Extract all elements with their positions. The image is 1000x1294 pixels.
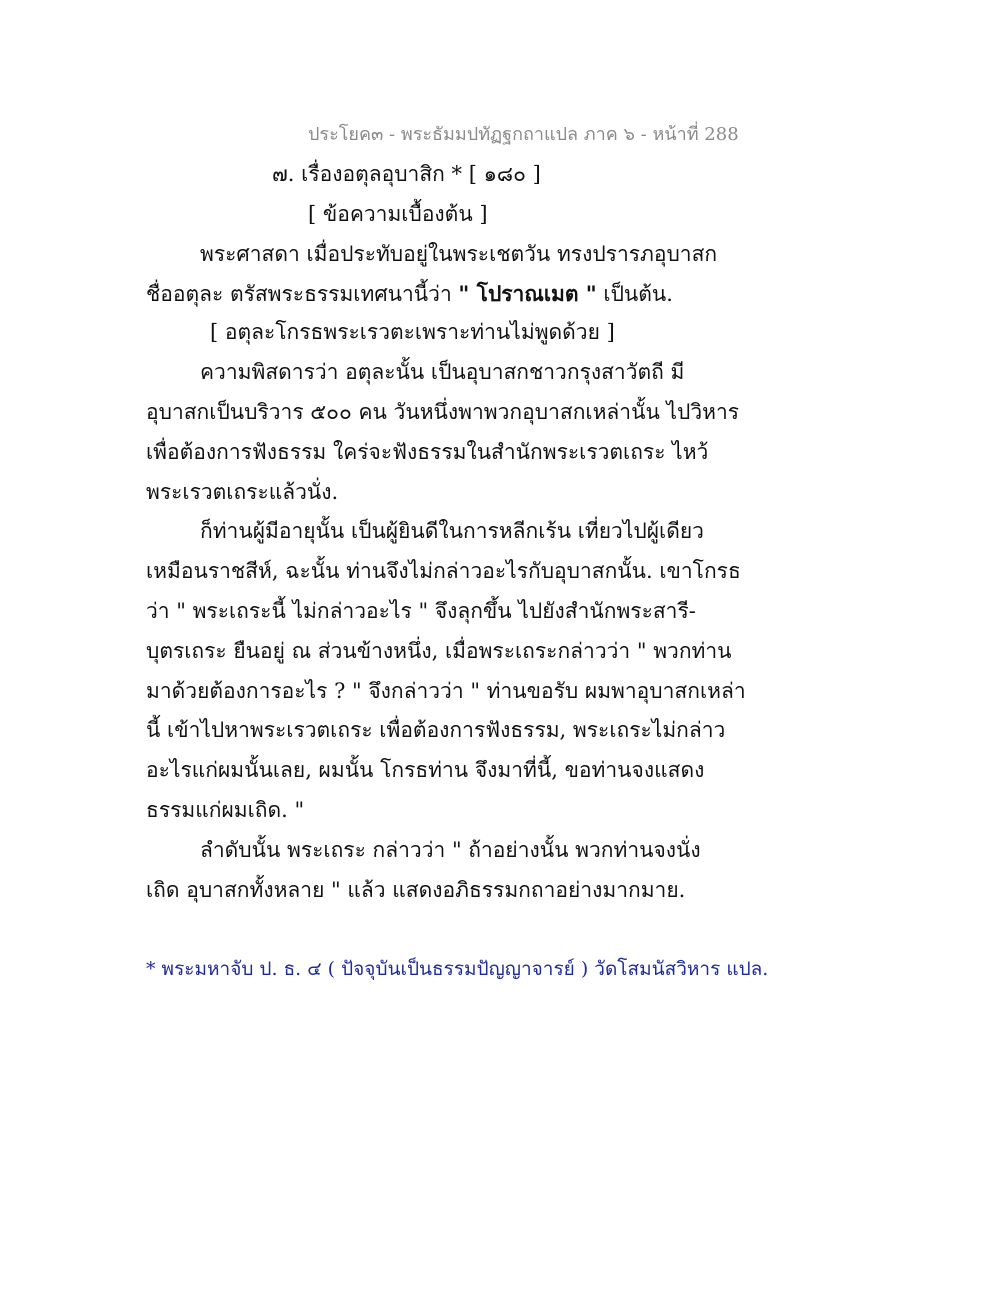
para1-line: อุบาสกเป็นบริวาร ๕๐๐ คน วันหนึ่งพาพวกอุบาสกเหล่านั้น ไปวิหาร <box>146 400 740 424</box>
intro-line-2-post: เป็นต้น. <box>596 282 673 306</box>
running-head: ประโยค๓ - พระธัมมปทัฏฐกถาแปล ภาค ๖ - หน้าที่ 288 <box>308 124 739 145</box>
para3-line: ลำดับนั้น พระเถระ กล่าวว่า " ถ้าอย่างนั้น พวกท่านจงนั่ง <box>200 838 701 862</box>
para2-line: ธรรมแก่ผมเถิด. " <box>146 798 305 822</box>
para2-line: บุตรเถระ ยืนอยู่ ณ ส่วนข้างหนึ่ง, เมื่อพระเถระกล่าวว่า " พวกท่าน <box>146 639 732 663</box>
intro-heading: [ ข้อความเบื้องต้น ] <box>308 202 488 226</box>
para2-line: อะไรแก่ผมนั้นเลย, ผมนั้น โกรธท่าน จึงมาที่นี้, ขอท่านจงแสดง <box>146 758 705 782</box>
para1-line: พระเรวตเถระแล้วนั่ง. <box>146 480 339 504</box>
intro-line-2 <box>146 280 673 308</box>
story-title: ๗. เรื่องอตุลอุบาสิก * [ ๑๘๐ ] <box>272 162 541 186</box>
para2-line: เหมือนราชสีห์, ฉะนั้น ท่านจึงไม่กล่าวอะไรกับอุบาสกนั้น. เขาโกรธ <box>146 559 741 583</box>
para1-line: เพื่อต้องการฟังธรรม ใคร่จะฟังธรรมในสำนักพระเรวตเถระ ไหว้ <box>146 440 709 464</box>
para1-line: ความพิสดารว่า อตุละนั้น เป็นอุบาสกชาวกรุงสาวัตถี มี <box>200 360 685 384</box>
para2-line: มาด้วยต้องการอะไร ? " จึงกล่าวว่า " ท่านขอรับ ผมพาอุบาสกเหล่า <box>146 679 746 703</box>
intro-line-2-keyword: " โปราณเมต " <box>458 281 597 306</box>
section-heading: [ อตุละโกรธพระเรวตะเพราะท่านไม่พูดด้วย ] <box>210 320 615 344</box>
para2-line: ว่า " พระเถระนี้ ไม่กล่าวอะไร " จึงลุกขึ้น ไปยังสำนักพระสารี- <box>146 599 696 623</box>
intro-line-1: พระศาสดา เมื่อประทับอยู่ในพระเชตวัน ทรงปรารภอุบาสก <box>200 242 718 266</box>
intro-line-2-pre: ชื่ออตุละ ตรัสพระธรรมเทศนานี้ว่า <box>146 282 459 306</box>
para2-line: ก็ท่านผู้มีอายุนั้น เป็นผู้ยินดีในการหลีกเร้น เที่ยวไปผู้เดียว <box>200 519 704 543</box>
footnote: * พระมหาจับ ป. ธ. ๔ ( ปัจจุบันเป็นธรรมปัญญาจารย์ ) วัดโสมนัสวิหาร แปล. <box>146 958 769 980</box>
para3-line: เถิด อุบาสกทั้งหลาย " แล้ว แสดงอภิธรรมกถาอย่างมากมาย. <box>146 878 686 902</box>
para2-line: นี้ เข้าไปหาพระเรวตเถระ เพื่อต้องการฟังธรรม, พระเถระไม่กล่าว <box>146 718 726 742</box>
